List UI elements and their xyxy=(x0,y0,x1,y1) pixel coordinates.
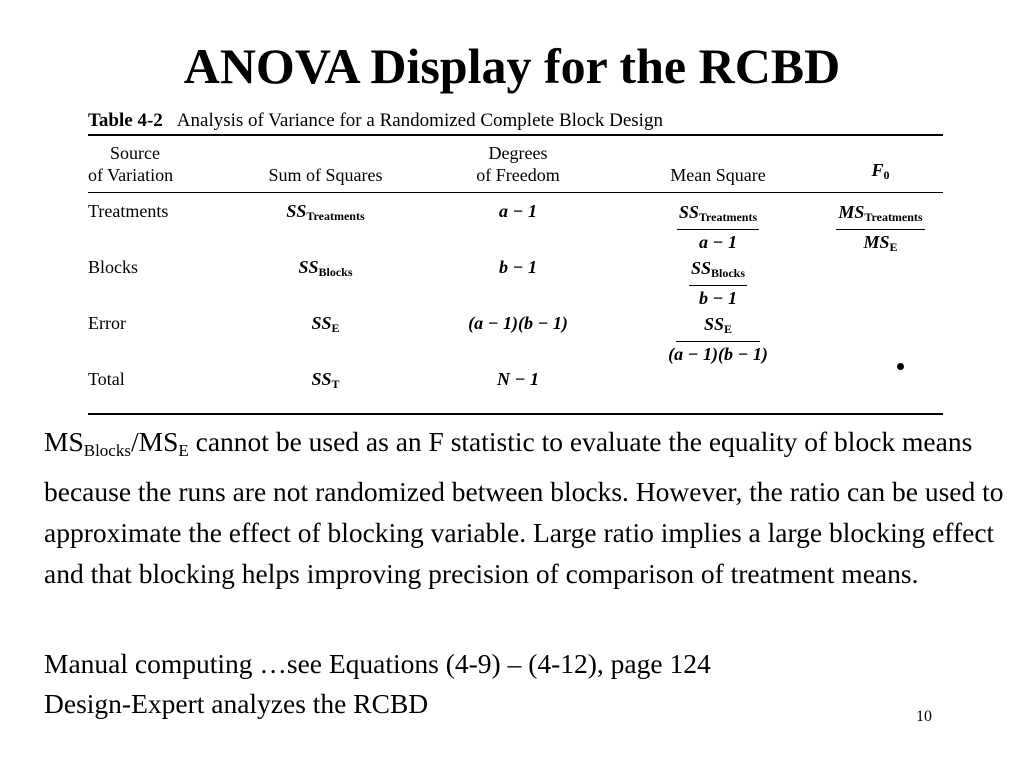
table-row-blocks xyxy=(88,249,943,308)
ss-cell: $SS_{Treatments}$ xyxy=(286,201,365,223)
explanation-paragraph: $MS_{Blocks}/MS_E$ cannot be used as an F statistic to evaluate the equality of block means because the runs are not randomized between blocks. However, the ratio can be used to approximate the effect of blocking variable. Large ratio implies a large blocking effect and that blocking helps improving precision of comparison of treatment means. xyxy=(44,426,1004,589)
df-cell: (a − 1)(b − 1) xyxy=(468,313,568,333)
table-label: Table 4-2 xyxy=(88,110,163,131)
note-design-expert: Design-Expert analyzes the RCBD xyxy=(44,688,429,719)
table-row-total xyxy=(88,361,943,413)
source-cell: Total xyxy=(88,369,125,389)
source-cell: Error xyxy=(88,313,126,333)
header-f0: $F_0$ xyxy=(871,160,890,182)
table-row-treatments xyxy=(88,193,943,254)
df-cell: b − 1 xyxy=(499,257,537,277)
f-fraction: $\frac{MS_{Treatments}}{MS_E}$ xyxy=(838,202,923,254)
page-number: 10 xyxy=(916,708,932,725)
slide-title: ANOVA Display for the RCBD xyxy=(183,38,841,94)
stray-dot-mark xyxy=(897,363,904,370)
source-cell: Treatments xyxy=(88,201,169,221)
table-row-error xyxy=(88,305,943,364)
ss-cell: $SS_T$ xyxy=(311,369,340,391)
header-degrees-of-freedom: Degrees of Freedom xyxy=(476,143,560,185)
note-manual-computing: Manual computing …see Equations (4-9) – (4-12), page 124 xyxy=(44,648,711,679)
table-caption xyxy=(88,108,943,134)
header-mean-square: Mean Square xyxy=(670,165,766,185)
ms-fraction: $\frac{SS_E}{(a - 1)(b - 1)}$ xyxy=(668,314,768,364)
notes xyxy=(44,644,1004,724)
anova-table xyxy=(88,108,943,415)
header-sum-of-squares: Sum of Squares xyxy=(268,165,383,185)
df-cell: a − 1 xyxy=(499,201,537,221)
table-caption-text: Analysis of Variance for a Randomized Complete Block Design xyxy=(176,110,663,131)
header-source: Source of Variation xyxy=(88,143,174,185)
source-cell: Blocks xyxy=(88,257,139,277)
ms-fraction: $\frac{SS_{Blocks}}{b - 1}$ xyxy=(690,258,746,308)
df-cell: N − 1 xyxy=(497,369,539,389)
ms-fraction: $\frac{SS_{Treatments}}{a - 1}$ xyxy=(678,202,758,252)
table-header-row xyxy=(88,136,943,192)
ss-cell: $SS_{Blocks}$ xyxy=(298,257,353,279)
ss-cell: $SS_E$ xyxy=(311,313,340,335)
table-bottom-rule xyxy=(88,413,943,415)
